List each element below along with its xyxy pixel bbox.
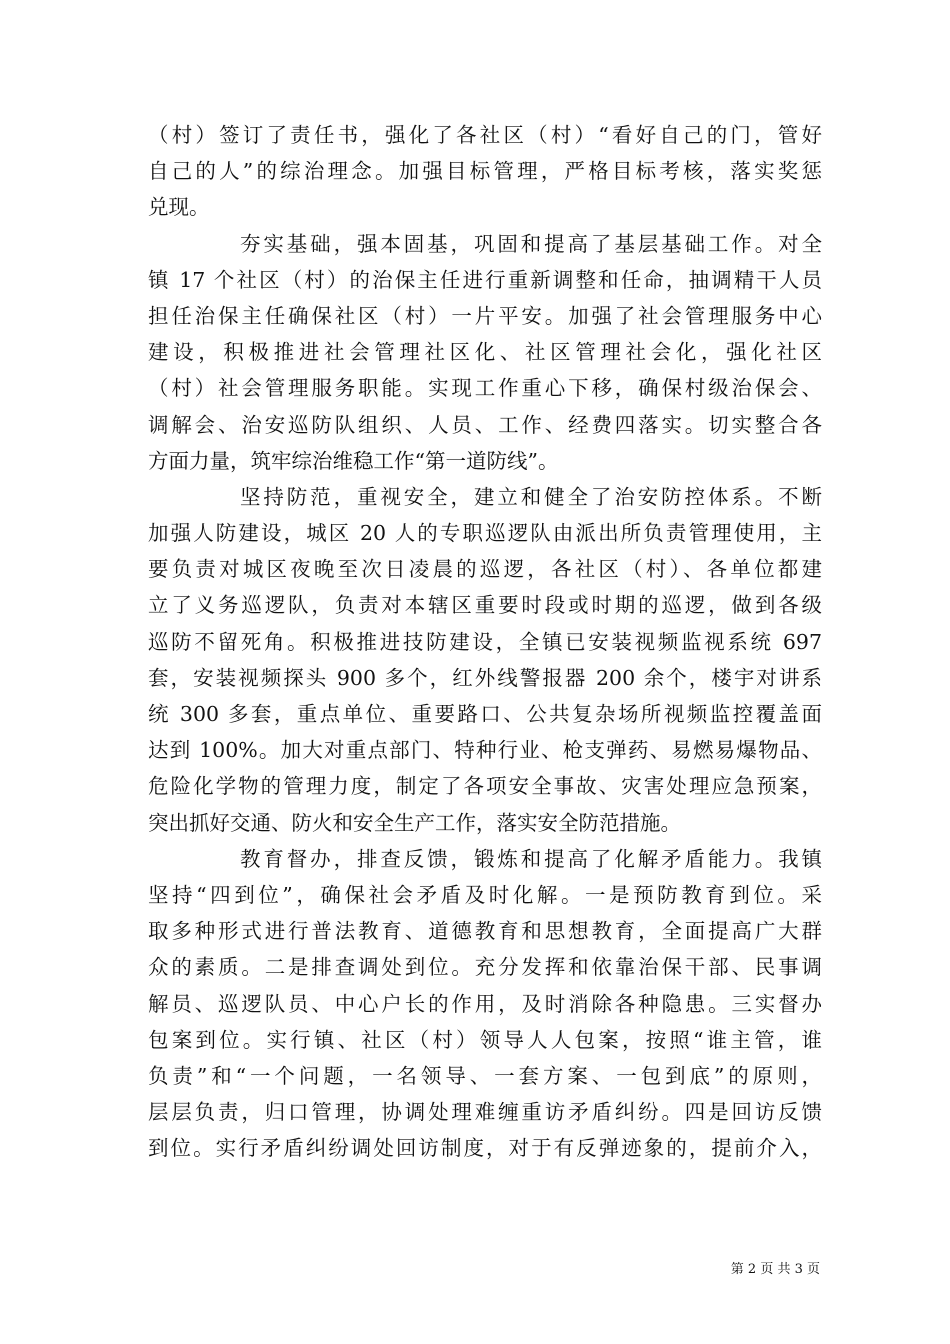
text-line: 镇 17 个社区（村）的治保主任进行重新调整和任命，抽调精干人员 bbox=[148, 267, 822, 292]
text-line: 解员、巡逻队员、中心户长的作用，及时消除各种隐患。三实督办 bbox=[148, 991, 822, 1016]
text-line: 方面力量，筑牢综治维稳工作“第一道防线”。 bbox=[148, 448, 559, 473]
paragraph-first-line: 教育督办，排查反馈，锻炼和提高了化解矛盾能力。我镇 bbox=[240, 846, 822, 871]
text-line: 套，安装视频探头 900 多个，红外线警报器 200 余个，楼宇对讲系 bbox=[148, 665, 822, 690]
text-line: 负责”和“一个问题，一名领导、一套方案、一包到底”的原则， bbox=[148, 1063, 822, 1088]
text-line: 调解会、治安巡防队组织、人员、工作、经费四落实。切实整合各 bbox=[148, 412, 822, 437]
body-text bbox=[148, 117, 822, 1166]
text-line: 危险化学物的管理力度，制定了各项安全事故、灾害处理应急预案， bbox=[148, 774, 822, 799]
text-line: 突出抓好交通、防火和安全生产工作，落实安全防范措施。 bbox=[148, 810, 681, 835]
text-line: 加强人防建设，城区 20 人的专职巡逻队由派出所负责管理使用，主 bbox=[148, 521, 822, 546]
text-line: 建设，积极推进社会管理社区化、社区管理社会化，强化社区 bbox=[148, 340, 822, 365]
text-line: （村）社会管理服务职能。实现工作重心下移，确保村级治保会、 bbox=[148, 376, 822, 401]
text-line: 统 300 多套，重点单位、重要路口、公共复杂场所视频监控覆盖面 bbox=[148, 702, 822, 726]
text-line: 取多种形式进行普法教育、道德教育和思想教育，全面提高广大群 bbox=[148, 919, 822, 944]
text-line: 要负责对城区夜晚至次日凌晨的巡逻，各社区（村）、各单位都建 bbox=[148, 557, 822, 582]
paragraph-first-line: 夯实基础，强本固基，巩固和提高了基层基础工作。对全 bbox=[240, 231, 822, 256]
text-line: 兑现。 bbox=[148, 195, 210, 220]
text-line: 担任治保主任确保社区（村）一片平安。加强了社会管理服务中心 bbox=[148, 303, 822, 328]
page-number-footer: 第 2 页 共 3 页 bbox=[730, 1262, 820, 1277]
text-line: 立了义务巡逻队，负责对本辖区重要时段或时期的巡逻，做到各级 bbox=[148, 593, 822, 618]
paragraph-first-line: 坚持防范，重视安全，建立和健全了治安防控体系。不断 bbox=[240, 484, 822, 509]
text-line: 坚持“四到位”，确保社会矛盾及时化解。一是预防教育到位。采 bbox=[148, 882, 822, 907]
text-line: 包案到位。实行镇、社区（村）领导人人包案，按照“谁主管，谁 bbox=[148, 1027, 822, 1052]
text-line: （村）签订了责任书，强化了各社区（村）“看好自己的门，管好 bbox=[148, 123, 822, 147]
text-line: 众的素质。二是排查调处到位。充分发挥和依靠治保干部、民事调 bbox=[148, 955, 822, 980]
text-line: 巡防不留死角。积极推进技防建设，全镇已安装视频监视系统 697 bbox=[148, 629, 822, 654]
text-line: 到位。实行矛盾纠纷调处回访制度，对于有反弹迹象的，提前介入， bbox=[148, 1136, 822, 1161]
text-line: 层层负责，归口管理，协调处理难缠重访矛盾纠纷。四是回访反馈 bbox=[148, 1100, 822, 1125]
text-line: 自己的人”的综治理念。加强目标管理，严格目标考核，落实奖惩 bbox=[148, 159, 822, 184]
text-line: 达到 100%。加大对重点部门、特种行业、枪支弹药、易燃易爆物品、 bbox=[148, 738, 822, 763]
